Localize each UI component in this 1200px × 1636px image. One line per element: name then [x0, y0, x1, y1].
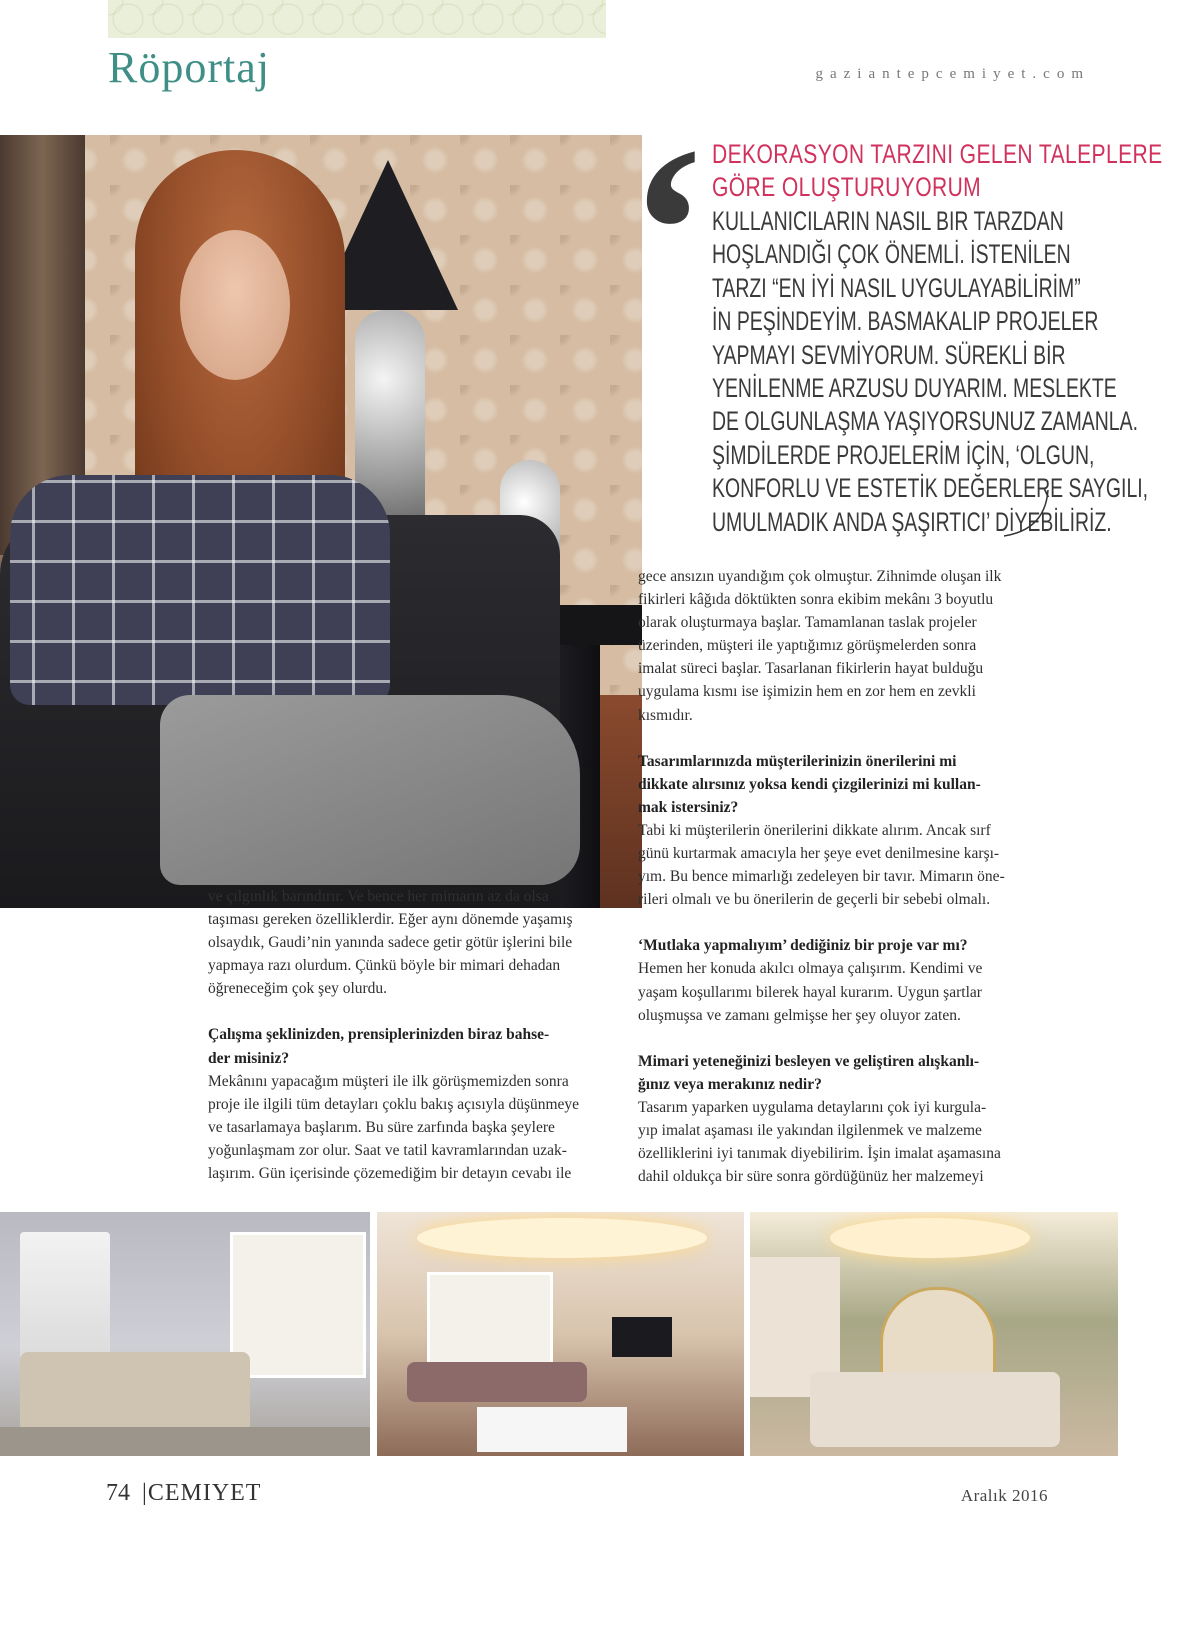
coffee-table	[477, 1407, 627, 1452]
issue-date: Aralık 2016	[960, 1486, 1048, 1505]
body-text-line: laşırım. Gün içerisinde çözemediğim bir detayın cevabı ile	[208, 1165, 572, 1183]
body-text-line: fikirleri kâğıda döktükten sonra ekibim mekânı 3 boyutlu	[638, 591, 994, 609]
sofa	[407, 1362, 587, 1402]
pull-quote-line: İN PEŞİNDEYİM. BASMAKALIP PROJELER	[712, 306, 1099, 337]
body-text-line: gece ansızın uyandığım çok olmuştur. Zihnimde oluşan ilk	[638, 568, 1002, 585]
body-text-line: yoğunlaşmam zor olur. Saat ve tatil kavramlarından uzak-	[208, 1141, 567, 1159]
pull-quote-headline-line: GÖRE OLUŞTURUYORUM	[712, 172, 982, 202]
master-bedroom-photo	[750, 1212, 1118, 1456]
body-text-line: Hemen her konuda akılcı olmaya çalışırım. Kendimi ve	[638, 960, 983, 978]
double-bed	[810, 1372, 1060, 1447]
body-text-line: özelliklerini iyi tanımak diyebilirim. İşin imalat aşamasına	[638, 1145, 1001, 1163]
body-text-line: yıp imalat aşaması ile yakından ilgilenmek ve malzeme	[638, 1121, 982, 1139]
body-text-line: yapmaya razı olurdum. Çünkü böyle bir mimari dehadan	[208, 957, 561, 975]
site-url: gaziantepcemiyet.com	[815, 66, 1090, 82]
body-text-line: imalat süreci başlar. Tasarlanan fikirlerin hayat bulduğu	[638, 660, 984, 678]
pull-quote-line: KULLANICILARIN NASIL BIR TARZDAN	[712, 206, 1064, 236]
pull-quote-line: YAPMAYI SEVMİYORUM. SÜREKLİ BİR	[712, 339, 1066, 370]
interview-question: Çalışma şeklinizden, prensiplerinizden biraz bahse-	[208, 1026, 550, 1044]
body-text-line: öğreneceğim çok şey olurdu.	[208, 980, 388, 998]
section-title: Röportaj	[108, 43, 270, 92]
pull-quote-line: DE OLGUNLAŞMA YAŞIYORSUNUZ ZAMANLA.	[712, 406, 1138, 437]
magazine-name: |CEMIYET	[142, 1480, 262, 1506]
article-column-right	[638, 565, 1043, 1188]
living-room-photo	[377, 1212, 744, 1456]
ceiling-light	[417, 1218, 707, 1258]
body-text-line: Tabi ki müşterilerin önerilerini dikkate alırım. Ancak sırf	[638, 821, 991, 839]
interview-question: Mimari yeteneğinizi besleyen ve geliştiren alışkanlı-	[638, 1052, 980, 1070]
body-text-line: ve çılgınlık barındırır. Ve bence her mimarın az da olsa	[208, 888, 549, 905]
body-text-line: dahil oldukça bir süre sonra gördüğünüz her malzemeyi	[638, 1168, 984, 1186]
pull-quote-line: KONFORLU VE ESTETİK DEĞERLERE SAYGILI,	[712, 473, 1149, 504]
pull-quote-line: TARZI “EN İYİ NASIL UYGULAYABİLİRİM”	[712, 272, 1081, 303]
interview-question: ‘Mutlaka yapmalıyım’ dediğiniz bir proje var mı?	[638, 937, 968, 955]
body-text-line: olarak oluşturmaya başlar. Tamamlanan taslak projeler	[638, 614, 977, 632]
interview-question: mak istersiniz?	[638, 798, 739, 816]
body-text-line: yaşam koşullarımı bilerek hayal kurarım. Uygun şartlar	[638, 983, 982, 1001]
article-column-left	[208, 885, 613, 1185]
quote-end-flourish-icon	[1000, 488, 1050, 538]
body-text-line: taşıması gereken özelliklerdir. Eğer aynı dönemde yaşamış	[208, 911, 573, 929]
body-text-line: rileri olmalı ve bu önerilerin de geçerli bir sebebi olmalı.	[638, 891, 991, 909]
interview-question: Tasarımlarınızda müşterilerinizin önerilerini mi	[638, 752, 957, 770]
floor	[0, 1427, 370, 1456]
window	[230, 1232, 366, 1378]
bedroom-photo-1	[0, 1212, 370, 1456]
pull-quote-headline	[712, 138, 1163, 204]
pull-quote-line: UMULMADIK ANDA ŞAŞIRTICI’ DİYEBİLİRİZ.	[712, 506, 1112, 537]
body-text-line: ve tasarlamaya başlarım. Bu süre zarfında başka şeylere	[208, 1118, 555, 1136]
upholstered-headboard	[20, 1232, 110, 1372]
single-bed	[20, 1352, 250, 1432]
grey-skirt	[160, 695, 580, 885]
decorative-header-band	[108, 0, 606, 38]
page-number: 74	[106, 1480, 130, 1506]
body-text-line: oluşmuşsa ve zamanı gelmişse her şey oluyor zaten.	[638, 1006, 961, 1024]
plaid-shirt	[10, 475, 390, 705]
pull-quote-body	[712, 205, 1148, 539]
quote-mark-icon: ‘	[628, 97, 708, 363]
interview-question: dikkate alırsınız yoksa kendi çizgilerinizi mi kullan-	[638, 775, 981, 793]
interview-question: der misiniz?	[208, 1049, 290, 1067]
body-text-line: Tasarım yaparken uygulama detaylarını çok iyi kurgula-	[638, 1098, 987, 1116]
pull-quote-line: ŞİMDİLERDE PROJELERİM İÇİN, ‘OLGUN,	[712, 439, 1095, 470]
interview-portrait-photo	[0, 135, 642, 908]
ceiling-light	[830, 1218, 1030, 1258]
pull-quote-line: HOŞLANDIĞI ÇOK ÖNEMLİ. İSTENİLEN	[712, 239, 1071, 270]
body-text-line: günü kurtarmak amacıyla her şeye evet denilmesine karşı-	[638, 845, 1000, 863]
body-text-line: olsaydık, Gaudi’nin yanında sadece getir götür işlerini bile	[208, 934, 573, 952]
body-text-line: üzerinden, müşteri ile yaptığımız görüşmelerden sonra	[638, 637, 977, 655]
television	[612, 1317, 672, 1357]
body-text-line: yım. Bu bence mimarlığı zedeleyen bir tavır. Mimarın öne-	[638, 868, 1005, 886]
pull-quote-line: YENİLENME ARZUSU DUYARIM. MESLEKTE	[712, 373, 1117, 404]
body-text-line: uygulama kısmı ise işimizin hem en zor hem en zevkli	[638, 683, 976, 701]
body-text-line: kısmıdır.	[638, 706, 693, 724]
window	[427, 1272, 553, 1368]
woman-face	[180, 230, 290, 380]
pull-quote-headline-line: DEKORASYON TARZINI GELEN TALEPLERE	[712, 139, 1163, 169]
magazine-name-text: CEMIYET	[147, 1480, 262, 1506]
body-text-line: Mekânını yapacağım müşteri ile ilk görüşmemizden sonra	[208, 1072, 569, 1090]
body-text-line: proje ile ilgili tüm detayları çoklu bakış açısıyla düşünmeye	[208, 1095, 580, 1113]
interview-question: ğınız veya merakınız nedir?	[638, 1075, 822, 1093]
